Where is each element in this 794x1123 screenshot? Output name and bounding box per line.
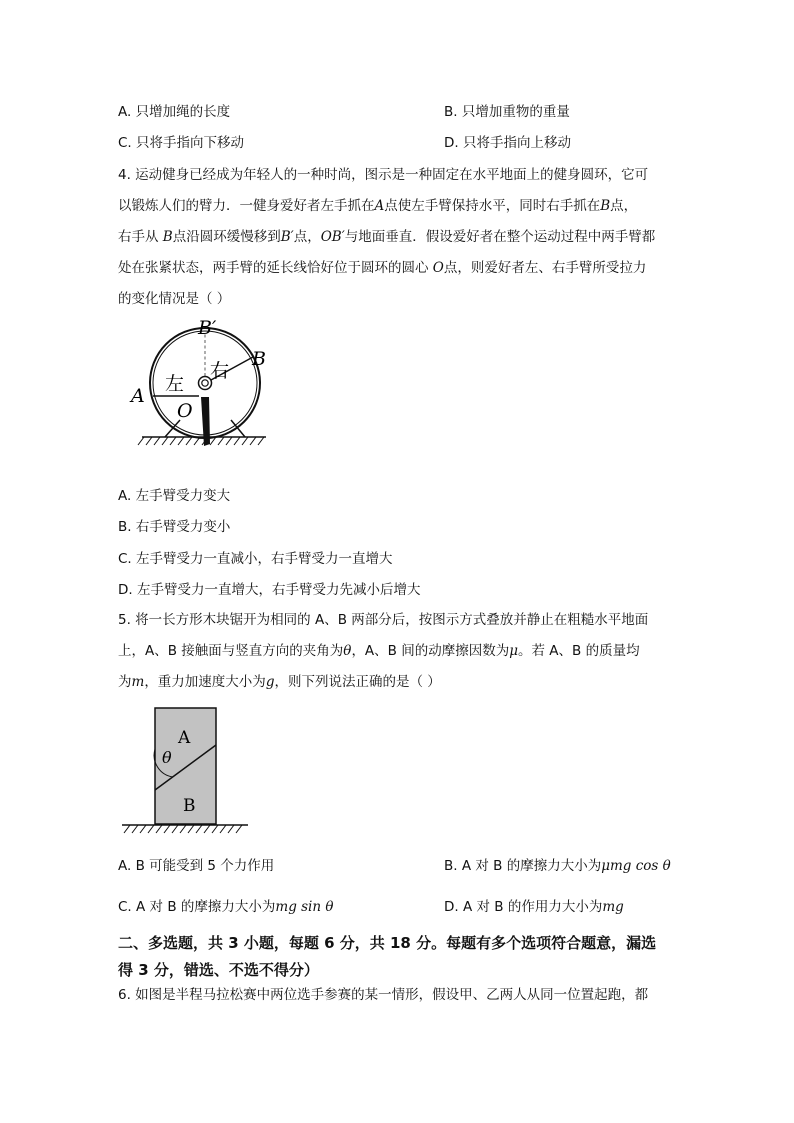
q4-option-b: B. 右手臂受力变小 xyxy=(118,519,231,535)
q4-option-c: C. 左手臂受力一直减小，右手臂受力一直增大 xyxy=(118,551,393,567)
label-right: 右 xyxy=(210,360,230,382)
q3-option-b: B. 只增加重物的重量 xyxy=(444,104,570,120)
label-left: 左 xyxy=(165,373,185,395)
q5-option-c: C. A 对 B 的摩擦力大小为mg sin θ xyxy=(118,899,334,915)
q5-line-1: 5. 将一长方形木块锯开为相同的 A、B 两部分后，按图示方式叠放并静止在粗糙水平地面 xyxy=(118,612,649,628)
q4-line-3: 右手从 B点沿圆环缓慢移到B′点，OB′与地面垂直．假设爱好者在整个运动过程中两手臂都 xyxy=(118,229,656,245)
q5-option-b: B. A 对 B 的摩擦力大小为μmg cos θ xyxy=(444,858,671,874)
q3-option-d: D. 只将手指向上移动 xyxy=(444,135,571,151)
label-b-prime: B′ xyxy=(198,320,217,339)
q4-line-1: 4. 运动健身已经成为年轻人的一种时尚，图示是一种固定在水平地面上的健身圆环，它可 xyxy=(118,167,649,183)
q4-line-4: 处在张紧状态，两手臂的延长线恰好位于圆环的圆心 O点，则爱好者左、右手臂所受拉力 xyxy=(118,260,647,276)
q3-option-c: C. 只将手指向下移动 xyxy=(118,135,245,151)
q5-stem xyxy=(118,605,678,698)
q5-line-2: 上，A、B 接触面与竖直方向的夹角为θ，A、B 间的动摩擦因数为μ。若 A、B 的质量均 xyxy=(118,643,640,659)
q5-line-3: 为m，重力加速度大小为g，则下列说法正确的是（ ） xyxy=(118,674,441,690)
theta-label: θ xyxy=(162,748,172,767)
block-label-b: B xyxy=(183,796,196,816)
q4-line-5: 的变化情况是（ ） xyxy=(118,291,231,307)
q4-option-a: A. 左手臂受力变大 xyxy=(118,488,231,504)
q5-option-a: A. B 可能受到 5 个力作用 xyxy=(118,858,275,874)
label-a: A xyxy=(131,385,145,407)
q3-option-a: A. 只增加绳的长度 xyxy=(118,104,231,120)
q6-line-1: 6. 如图是半程马拉松赛中两位选手参赛的某一情形，假设甲、乙两人从同一位置起跑，都 xyxy=(118,987,649,1003)
label-b: B xyxy=(252,348,266,370)
q4-stem xyxy=(118,160,678,315)
q5-option-d: D. A 对 B 的作用力大小为mg xyxy=(444,899,624,915)
section-2-heading: 二、多选题，共 3 小题，每题 6 分，共 18 分。每题有多个选项符合题意，漏选 得 3 分，错选、不选不得分） xyxy=(118,934,657,979)
q4-ring-figure xyxy=(128,320,273,450)
label-o: O xyxy=(177,400,193,422)
q4-option-d: D. 左手臂受力一直增大，右手臂受力先减小后增大 xyxy=(118,582,421,598)
q4-line-2: 以锻炼人们的臂力．一健身爱好者左手抓在A点使左手臂保持水平，同时右手抓在B点， xyxy=(118,198,638,214)
block-label-a: A xyxy=(178,728,191,748)
q5-block-figure xyxy=(118,705,253,840)
